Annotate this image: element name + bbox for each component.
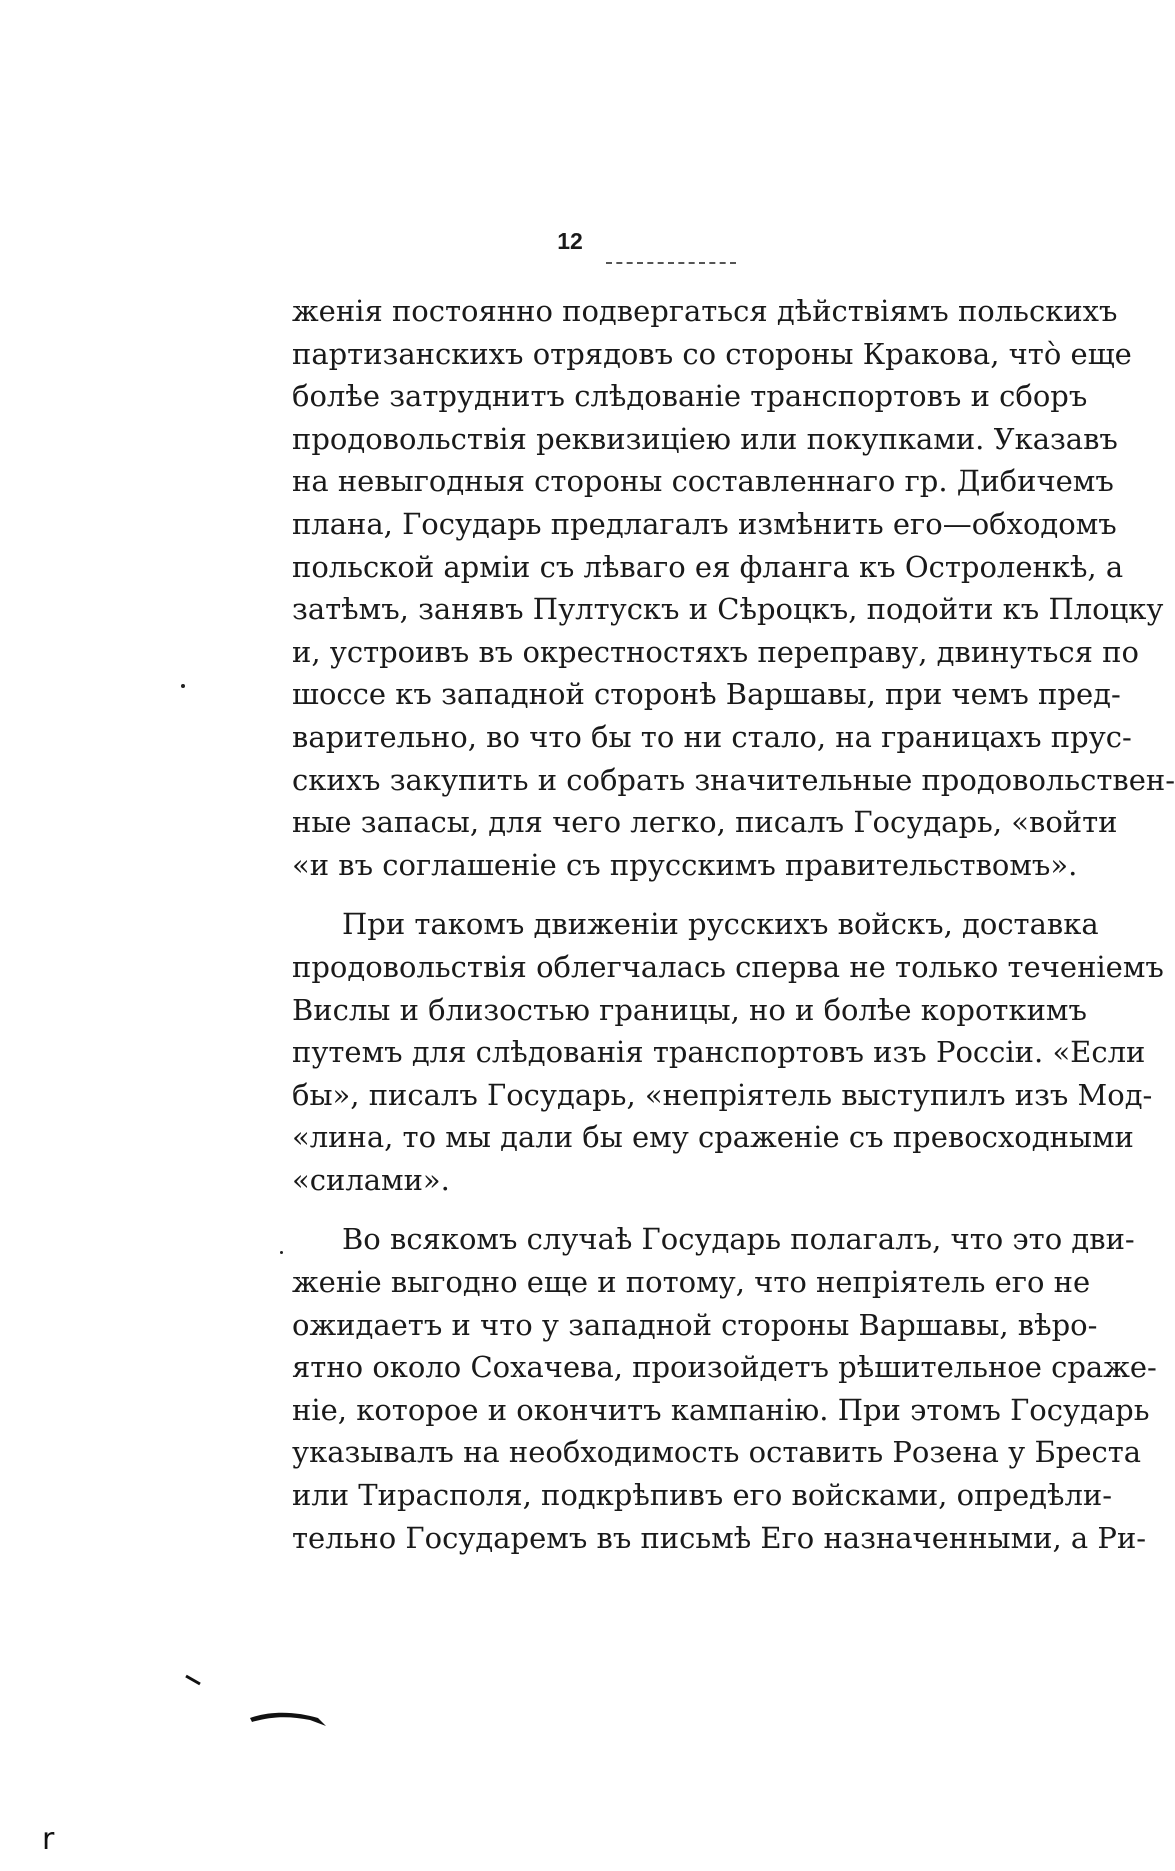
text-line: «лина, то мы дали бы ему сраженіе съ превосходными xyxy=(292,1120,1134,1155)
text-line: «и въ соглашеніе съ прусскимъ правительствомъ». xyxy=(292,847,1078,882)
paragraph-gap xyxy=(292,1201,1050,1218)
text-line: указывалъ на необходимость оставить Розена у Бреста xyxy=(292,1435,1142,1470)
paragraph-1 xyxy=(292,290,1175,886)
text-line: ные запасы, для чего легко, писалъ Государь, «войти xyxy=(292,805,1118,840)
text-line: шоссе къ западной сторонѣ Варшавы, при чемъ пред- xyxy=(292,677,1121,712)
text-line: тельно Государемъ въ письмѣ Его назначенными, а Ри- xyxy=(292,1520,1147,1555)
text-line: Во всякомъ случаѣ Государь полагалъ, что это дви- xyxy=(342,1222,1135,1257)
text-line: болѣе затруднитъ слѣдованіе транспортовъ и сборъ xyxy=(292,379,1088,414)
text-line: ожидаетъ и что у западной стороны Варшавы, вѣро- xyxy=(292,1307,1098,1342)
text-line: женія постоянно подвергаться дѣйствіямъ польскихъ xyxy=(292,294,1118,328)
text-line: Вислы и близостью границы, но и болѣе короткимъ xyxy=(292,992,1087,1027)
page-number: 12 xyxy=(557,228,583,254)
corner-mark: r xyxy=(42,1822,55,1857)
paragraph-gap xyxy=(292,886,1050,903)
scan-speck xyxy=(280,1251,283,1254)
text-line: польской арміи съ лѣваго ея фланга къ Остроленкѣ, а xyxy=(292,549,1124,584)
text-line: При такомъ движеніи русскихъ войскъ, доставка xyxy=(342,907,1099,942)
text-line: ятно около Сохачева, произойдетъ рѣшительное сраже- xyxy=(292,1350,1157,1385)
text-line: плана, Государь предлагалъ измѣнить его—обходомъ xyxy=(292,506,1117,541)
paragraph-2 xyxy=(292,903,1164,1201)
page-number-rule xyxy=(606,262,736,264)
body-text xyxy=(292,290,1175,1559)
text-line: скихъ закупить и собрать значительные продовольствен- xyxy=(292,762,1175,797)
text-line: женіе выгодно еще и потому, что непріятель его не xyxy=(292,1265,1091,1300)
text-line: на невыгодныя стороны составленнаго гр. Дибичемъ xyxy=(292,464,1114,499)
text-line: затѣмъ, занявъ Пултускъ и Сѣроцкъ, подойти къ Плоцку xyxy=(292,592,1164,627)
text-line: и, устроивъ въ окрестностяхъ переправу, двинуться по xyxy=(292,634,1139,669)
text-line: партизанскихъ отрядовъ со стороны Кракова, что̀ еще xyxy=(292,336,1132,371)
text-line: бы», писалъ Государь, «непріятель выступилъ изъ Мод- xyxy=(292,1077,1153,1112)
text-line: ніе, которое и окончитъ кампанію. При этомъ Государь xyxy=(292,1392,1150,1427)
text-line: путемъ для слѣдованія транспортовъ изъ Россіи. «Если xyxy=(292,1035,1146,1070)
text-line: варительно, во что бы то ни стало, на границахъ прус- xyxy=(292,719,1132,754)
text-line: продовольствія облегчалась сперва не только теченіемъ xyxy=(292,949,1164,984)
text-line: или Тирасполя, подкрѣпивъ его войсками, опредѣли- xyxy=(292,1478,1113,1513)
text-line: «силами». xyxy=(292,1162,450,1197)
text-line: продовольствія реквизиціею или покупками. Указавъ xyxy=(292,421,1118,456)
scan-speck xyxy=(181,684,185,688)
paragraph-3 xyxy=(292,1218,1157,1559)
scan-flourish-mark xyxy=(180,1672,340,1728)
